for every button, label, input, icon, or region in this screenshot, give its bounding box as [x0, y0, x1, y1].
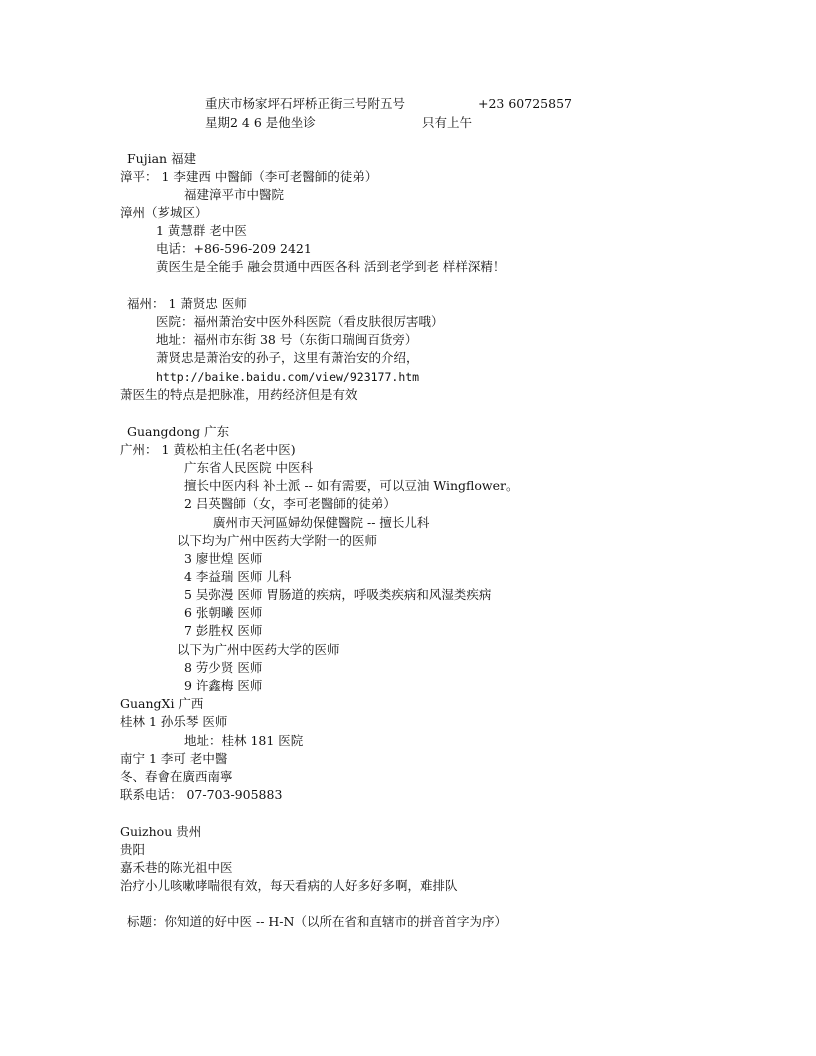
text-line: 治疗小儿咳嗽哮喘很有效，每天看病的人好多好多啊，难排队 [120, 878, 458, 893]
text-line: 7 彭胜权 医师 [184, 623, 263, 638]
text-line: 2 吕英醫師（女，李可老醫師的徒弟） [184, 496, 396, 511]
text-line: 广州： 1 黄松柏主任(名老中医) [120, 442, 296, 457]
text-line: 广东省人民医院 中医科 [184, 460, 313, 475]
text-line: 1 黄慧群 老中医 [156, 223, 247, 238]
text-line: 以下为广州中医药大学的医师 [177, 642, 340, 657]
text-line: 萧贤忠是萧治安的孙子，这里有萧治安的介绍， [156, 350, 419, 365]
text-line: 电话：+86-596-209 2421 [156, 241, 312, 256]
text-line: 擅长中医内科 补土派 -- 如有需要，可以豆油 Wingflower。 [184, 478, 519, 493]
text-line: 萧医生的特点是把脉准，用药经济但是有效 [120, 387, 358, 402]
text-line: 地址：桂林 181 医院 [184, 733, 304, 748]
text-line: 3 廖世煌 医师 [184, 551, 263, 566]
text-line: 6 张朝曦 医师 [184, 605, 263, 620]
section-heading-guangxi: GuangXi 广西 [120, 696, 204, 711]
text-line: 以下均为广州中医药大学附一的医师 [177, 533, 378, 548]
text-line: 地址：福州市东街 38 号（东街口瑞闽百货旁） [156, 332, 418, 347]
text-line: 冬、春會在廣西南寧 [120, 769, 233, 784]
text-line: 医院：福州萧治安中医外科医院（看皮肤很厉害哦） [156, 314, 444, 329]
phone-line: +23 60725857 [478, 96, 572, 111]
text-line: 5 吴弥漫 医师 胃肠道的疾病，呼吸类疾病和风湿类疾病 [184, 587, 492, 602]
section-heading-guangdong: Guangdong 广东 [127, 424, 230, 439]
text-line: 漳州（芗城区） [120, 205, 208, 220]
reference-url: http://baike.baidu.com/view/923177.htm [156, 370, 420, 384]
text-line: 黄医生是全能手 融会贯通中西医各科 活到老学到老 样样深精！ [156, 259, 506, 274]
text-line: 联系电话： 07-703-905883 [120, 787, 283, 802]
schedule-line: 星期2 4 6 是他坐诊 [205, 115, 316, 130]
text-line: 4 李益瑞 医师 儿科 [184, 569, 292, 584]
text-line: 桂林 1 孙乐琴 医师 [120, 714, 228, 729]
text-line: 8 劳少贤 医师 [184, 660, 263, 675]
address-line: 重庆市杨家坪石坪桥正街三号附五号 [205, 96, 406, 111]
text-line: 漳平： 1 李建西 中醫師（李可老醫師的徒弟） [120, 169, 378, 184]
document-title-line: 标题：你知道的好中医 -- H-N（以所在省和直辖市的拼音首字为序） [127, 914, 507, 929]
text-line: 嘉禾巷的陈光祖中医 [120, 860, 233, 875]
text-line: 贵阳 [120, 842, 146, 857]
text-line: 福建漳平市中醫院 [184, 187, 285, 202]
schedule-note: 只有上午 [422, 115, 473, 130]
section-heading-guizhou: Guizhou 贵州 [120, 824, 202, 839]
text-line: 南宁 1 李可 老中醫 [120, 751, 228, 766]
text-line: 9 许鑫梅 医师 [184, 678, 263, 693]
text-line: 福州： 1 萧贤忠 医师 [127, 296, 247, 311]
section-heading-fujian: Fujian 福建 [127, 151, 197, 166]
text-line: 廣州市天河區婦幼保健醫院 -- 擅长儿科 [213, 515, 430, 530]
